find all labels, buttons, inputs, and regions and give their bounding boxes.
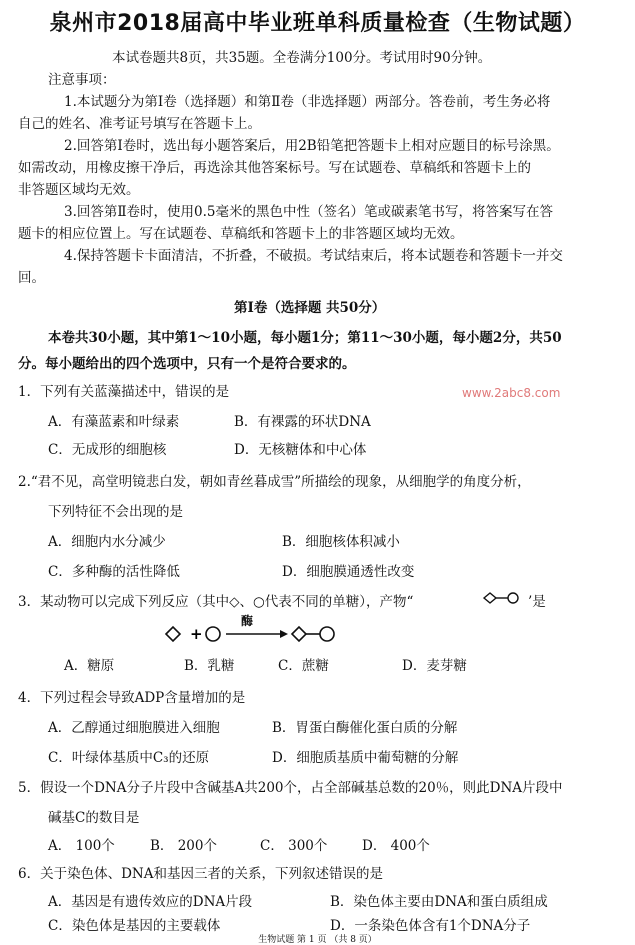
- watermark: www.2abc8.com: [462, 386, 561, 400]
- note-2-line-3: 非答题区域均无效。: [18, 182, 140, 198]
- section-title: 第Ⅰ卷（选择题 共50分）: [234, 300, 386, 316]
- question-3-stem-end: ’是: [528, 594, 546, 610]
- product-symbol: [482, 590, 524, 606]
- note-1-line-2: 自己的姓名、准考证号填写在答题卡上。: [18, 116, 261, 132]
- q1-option-a: A．有藻蓝素和叶绿素: [48, 414, 180, 430]
- q4-option-b: B．胃蛋白酶催化蛋白质的分解: [272, 720, 458, 736]
- enzyme-label: 酶: [241, 614, 254, 628]
- section-desc-line-1: 本卷共30小题，其中第1～10小题，每小题1分；第11～30小题，每小题2分，共50: [48, 330, 562, 346]
- q6-option-c: C．染色体是基因的主要载体: [48, 918, 221, 934]
- note-2-line-1: 2.回答第Ⅰ卷时，选出每小题答案后，用2B铅笔把答题卡上相对应题目的标号涂黑。: [64, 138, 560, 154]
- page-footer: 生物试题 第 1 页 （共 8 页）: [258, 935, 377, 945]
- note-4-line-1: 4.保持答题卡卡面清洁，不折叠，不破损。考试结束后，将本试题卷和答题卡一并交: [64, 248, 563, 264]
- q1-option-b: B．有裸露的环状DNA: [234, 414, 371, 430]
- notes-heading: 注意事项：: [48, 72, 116, 88]
- note-1-line-1: 1.本试题分为第Ⅰ卷（选择题）和第Ⅱ卷（非选择题）两部分。答卷前，考生务必将: [64, 94, 551, 110]
- q5-option-c: C． 300个: [260, 838, 328, 854]
- exam-intro: 本试卷题共8页，共35题。全卷满分100分。考试用时90分钟。: [112, 50, 492, 66]
- arrow-icon: [280, 630, 288, 638]
- question-5-stem-line-1: 5．假设一个DNA分子片段中含碱基A共200个，占全部碱基总数的20％，则此DNA片段中: [18, 780, 563, 796]
- q6-option-a: A．基因是有遗传效应的DNA片段: [48, 894, 253, 910]
- diamond-sugar-icon: [166, 627, 180, 641]
- question-4-stem: 4．下列过程会导致ADP含量增加的是: [18, 690, 246, 706]
- q3-option-c: C．蔗糖: [278, 658, 329, 674]
- q2-option-d: D．细胞膜通透性改变: [282, 564, 415, 580]
- q4-option-d: D．细胞质基质中葡萄糖的分解: [272, 750, 459, 766]
- q2-option-b: B．细胞核体积减小: [282, 534, 400, 550]
- reaction-diagram: [162, 612, 352, 646]
- q3-option-a: A．糖原: [64, 658, 115, 674]
- circle-sugar-icon: [206, 627, 220, 641]
- question-1-stem: 1．下列有关蓝藻描述中，错误的是: [18, 384, 230, 400]
- question-3-stem: 3．某动物可以完成下列反应（其中◇、○代表不同的单糖），产物“: [18, 594, 414, 610]
- q2-option-a: A．细胞内水分减少: [48, 534, 166, 550]
- section-desc-line-2: 分。每小题给出的四个选项中，只有一个是符合要求的。: [18, 356, 356, 372]
- question-5-stem-line-2: 碱基C的数目是: [48, 810, 140, 826]
- note-3-line-1: 3.回答第Ⅱ卷时，使用0.5毫米的黑色中性（签名）笔或碳素笔书写，将答案写在答: [64, 204, 554, 220]
- q3-option-b: B．乳糖: [184, 658, 235, 674]
- q2-option-c: C．多种酶的活性降低: [48, 564, 180, 580]
- question-2-stem-line-1: 2.“君不见，高堂明镜悲白发，朝如青丝暮成雪”所描绘的现象，从细胞学的角度分析，: [18, 474, 531, 490]
- page-title: 泉州市2018届高中毕业班单科质量检查（生物试题）: [49, 11, 586, 36]
- q1-option-c: C．无成形的细胞核: [48, 442, 167, 458]
- question-6-stem: 6．关于染色体、DNA和基因三者的关系，下列叙述错误的是: [18, 866, 383, 882]
- q4-option-c: C．叶绿体基质中C₃的还原: [48, 750, 210, 766]
- note-4-line-2: 回。: [18, 270, 45, 286]
- q6-option-b: B．染色体主要由DNA和蛋白质组成: [330, 894, 548, 910]
- q4-option-a: A．乙醇通过细胞膜进入细胞: [48, 720, 220, 736]
- note-3-line-2: 题卡的相应位置上。写在试题卷、草稿纸和答题卡上的非答题区域均无效。: [18, 226, 464, 242]
- q5-option-d: D． 400个: [362, 838, 430, 854]
- q6-option-d: D．一条染色体含有1个DNA分子: [330, 918, 531, 934]
- question-2-stem-line-2: 下列特征不会出现的是: [48, 504, 183, 520]
- q3-option-d: D．麦芽糖: [402, 658, 467, 674]
- q5-option-a: A． 100个: [48, 838, 115, 854]
- q5-option-b: B． 200个: [150, 838, 217, 854]
- svg-text:+: +: [190, 625, 203, 643]
- q1-option-d: D．无核糖体和中心体: [234, 442, 367, 458]
- note-2-line-2: 如需改动，用橡皮擦干净后，再选涂其他答案标号。写在试题卷、草稿纸和答题卡上的: [18, 160, 531, 176]
